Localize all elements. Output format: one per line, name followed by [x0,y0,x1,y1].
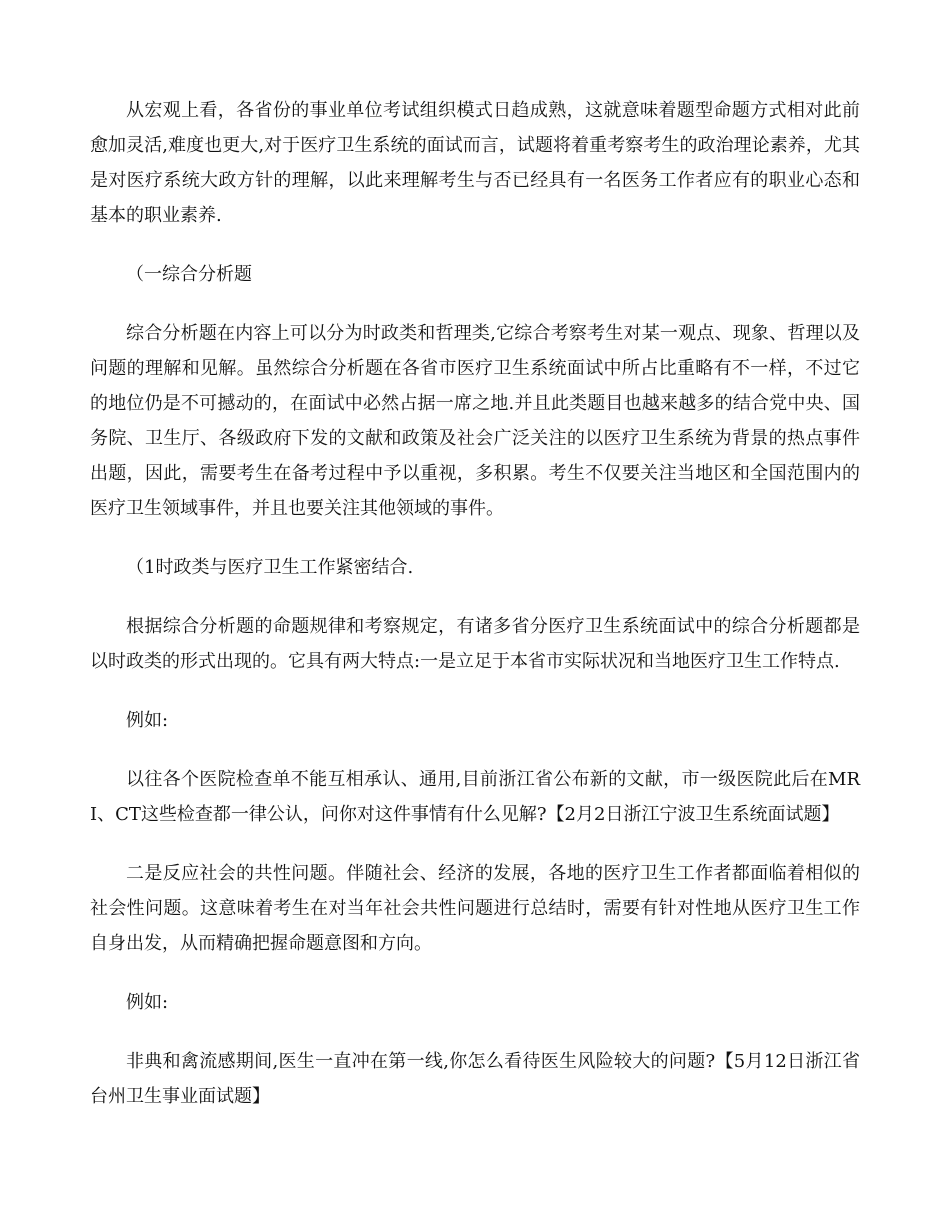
example-label: 例如: [126,992,169,1013]
comprehensive-analysis-paragraph: 综合分析题在内容上可以分为时政类和哲理类,它综合考察考生对某一观点、现象、哲理以及问题的理解和见解。虽然综合分析题在各省市医疗卫生系统面试中所占比重略有不一样，不过它的地位仍是不可撼动的，在面试中必然占据一席之地.并且此类题目也越来越多的结合党中央、国务院、卫生厅、各级政府下发的文献和政策及社会广泛关注的以医疗卫生系统为背景的热点事件出题，因此，需要考生在备考过程中予以重视，多积累。考生不仅要关注当地区和全国范围内的医疗卫生领域事件，并且也要关注其他领域的事件。 [90,323,860,519]
document-body [90,93,860,1138]
subsection-heading-current-affairs: （1时政类与医疗卫生工作紧密结合. [126,557,414,578]
example-question-taizhou: 非典和禽流感期间,医生一直冲在第一线,你怎么看待医生风险较大的问题?【5月12日浙江省台州卫生事业面试题】 [90,1051,860,1107]
section-heading-comprehensive-analysis: （一综合分析题 [126,264,252,285]
common-issues-paragraph: 二是反应社会的共性问题。伴随社会、经济的发展，各地的医疗卫生工作者都面临着相似的社会性问题。这意味着考生在对当年社会共性问题进行总结时，需要有针对性地从医疗卫生工作自身出发，从而精确把握命题意图和方向。 [90,863,860,954]
current-affairs-paragraph: 根据综合分析题的命题规律和考察规定，有诸多省分医疗卫生系统面试中的综合分析题都是以时政类的形式出现的。它具有两大特点:一是立足于本省市实际状况和当地医疗卫生工作特点. [90,616,860,672]
intro-paragraph: 从宏观上看，各省份的事业单位考试组织模式日趋成熟，这就意味着题型命题方式相对此前愈加灵活,难度也更大,对于医疗卫生系统的面试而言，试题将着重考察考生的政治理论素养，尤其是对医疗系统大政方针的理解，以此来理解考生与否已经具有一名医务工作者应有的职业心态和基本的职业素养. [90,100,860,226]
example-question-ningbo: 以往各个医院检查单不能互相承认、通用,目前浙江省公布新的文献，市一级医院此后在MRI、CT这些检查都一律公认，问你对这件事情有什么见解?【2月2日浙江宁波卫生系统面试题】 [90,769,860,825]
example-label: 例如: [126,710,169,731]
